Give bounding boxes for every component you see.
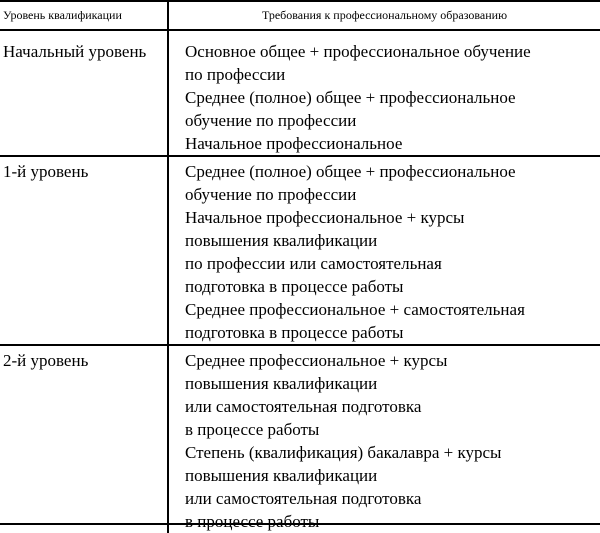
row-requirements-2: Среднее профессиональное + курсы повышения квалификации или самостоятельная подготовка в процессе работы Степень (квалификация) бакалавра + курсы повышения квалификации или самостоятельная подготовка в процессе работы bbox=[168, 345, 600, 533]
row-requirements-initial: Основное общее + профессиональное обучение по профессии Среднее (полное) общее + профессиональное обучение по профессии Начальное профессиональное bbox=[168, 30, 600, 156]
table-header-row bbox=[0, 2, 600, 30]
header-qualification-level: Уровень квалификации bbox=[0, 2, 168, 30]
qualification-table-grid bbox=[0, 2, 600, 533]
table-row bbox=[0, 156, 600, 345]
row-level-1: 1-й уровень bbox=[0, 156, 168, 345]
row-level-initial: Начальный уровень bbox=[0, 30, 168, 156]
table-row bbox=[0, 345, 600, 533]
row-level-2: 2-й уровень bbox=[3, 351, 89, 370]
table-row bbox=[0, 30, 600, 156]
row-requirements-1: Среднее (полное) общее + профессиональное обучение по профессии Начальное профессиональное + курсы повышения квалификации по профессии или самостоятельная подготовка в процессе работы Среднее профессиональное + самостоятельная подготовка в процессе работы bbox=[168, 156, 600, 345]
header-education-requirements: Требования к профессиональному образованию bbox=[168, 2, 600, 30]
